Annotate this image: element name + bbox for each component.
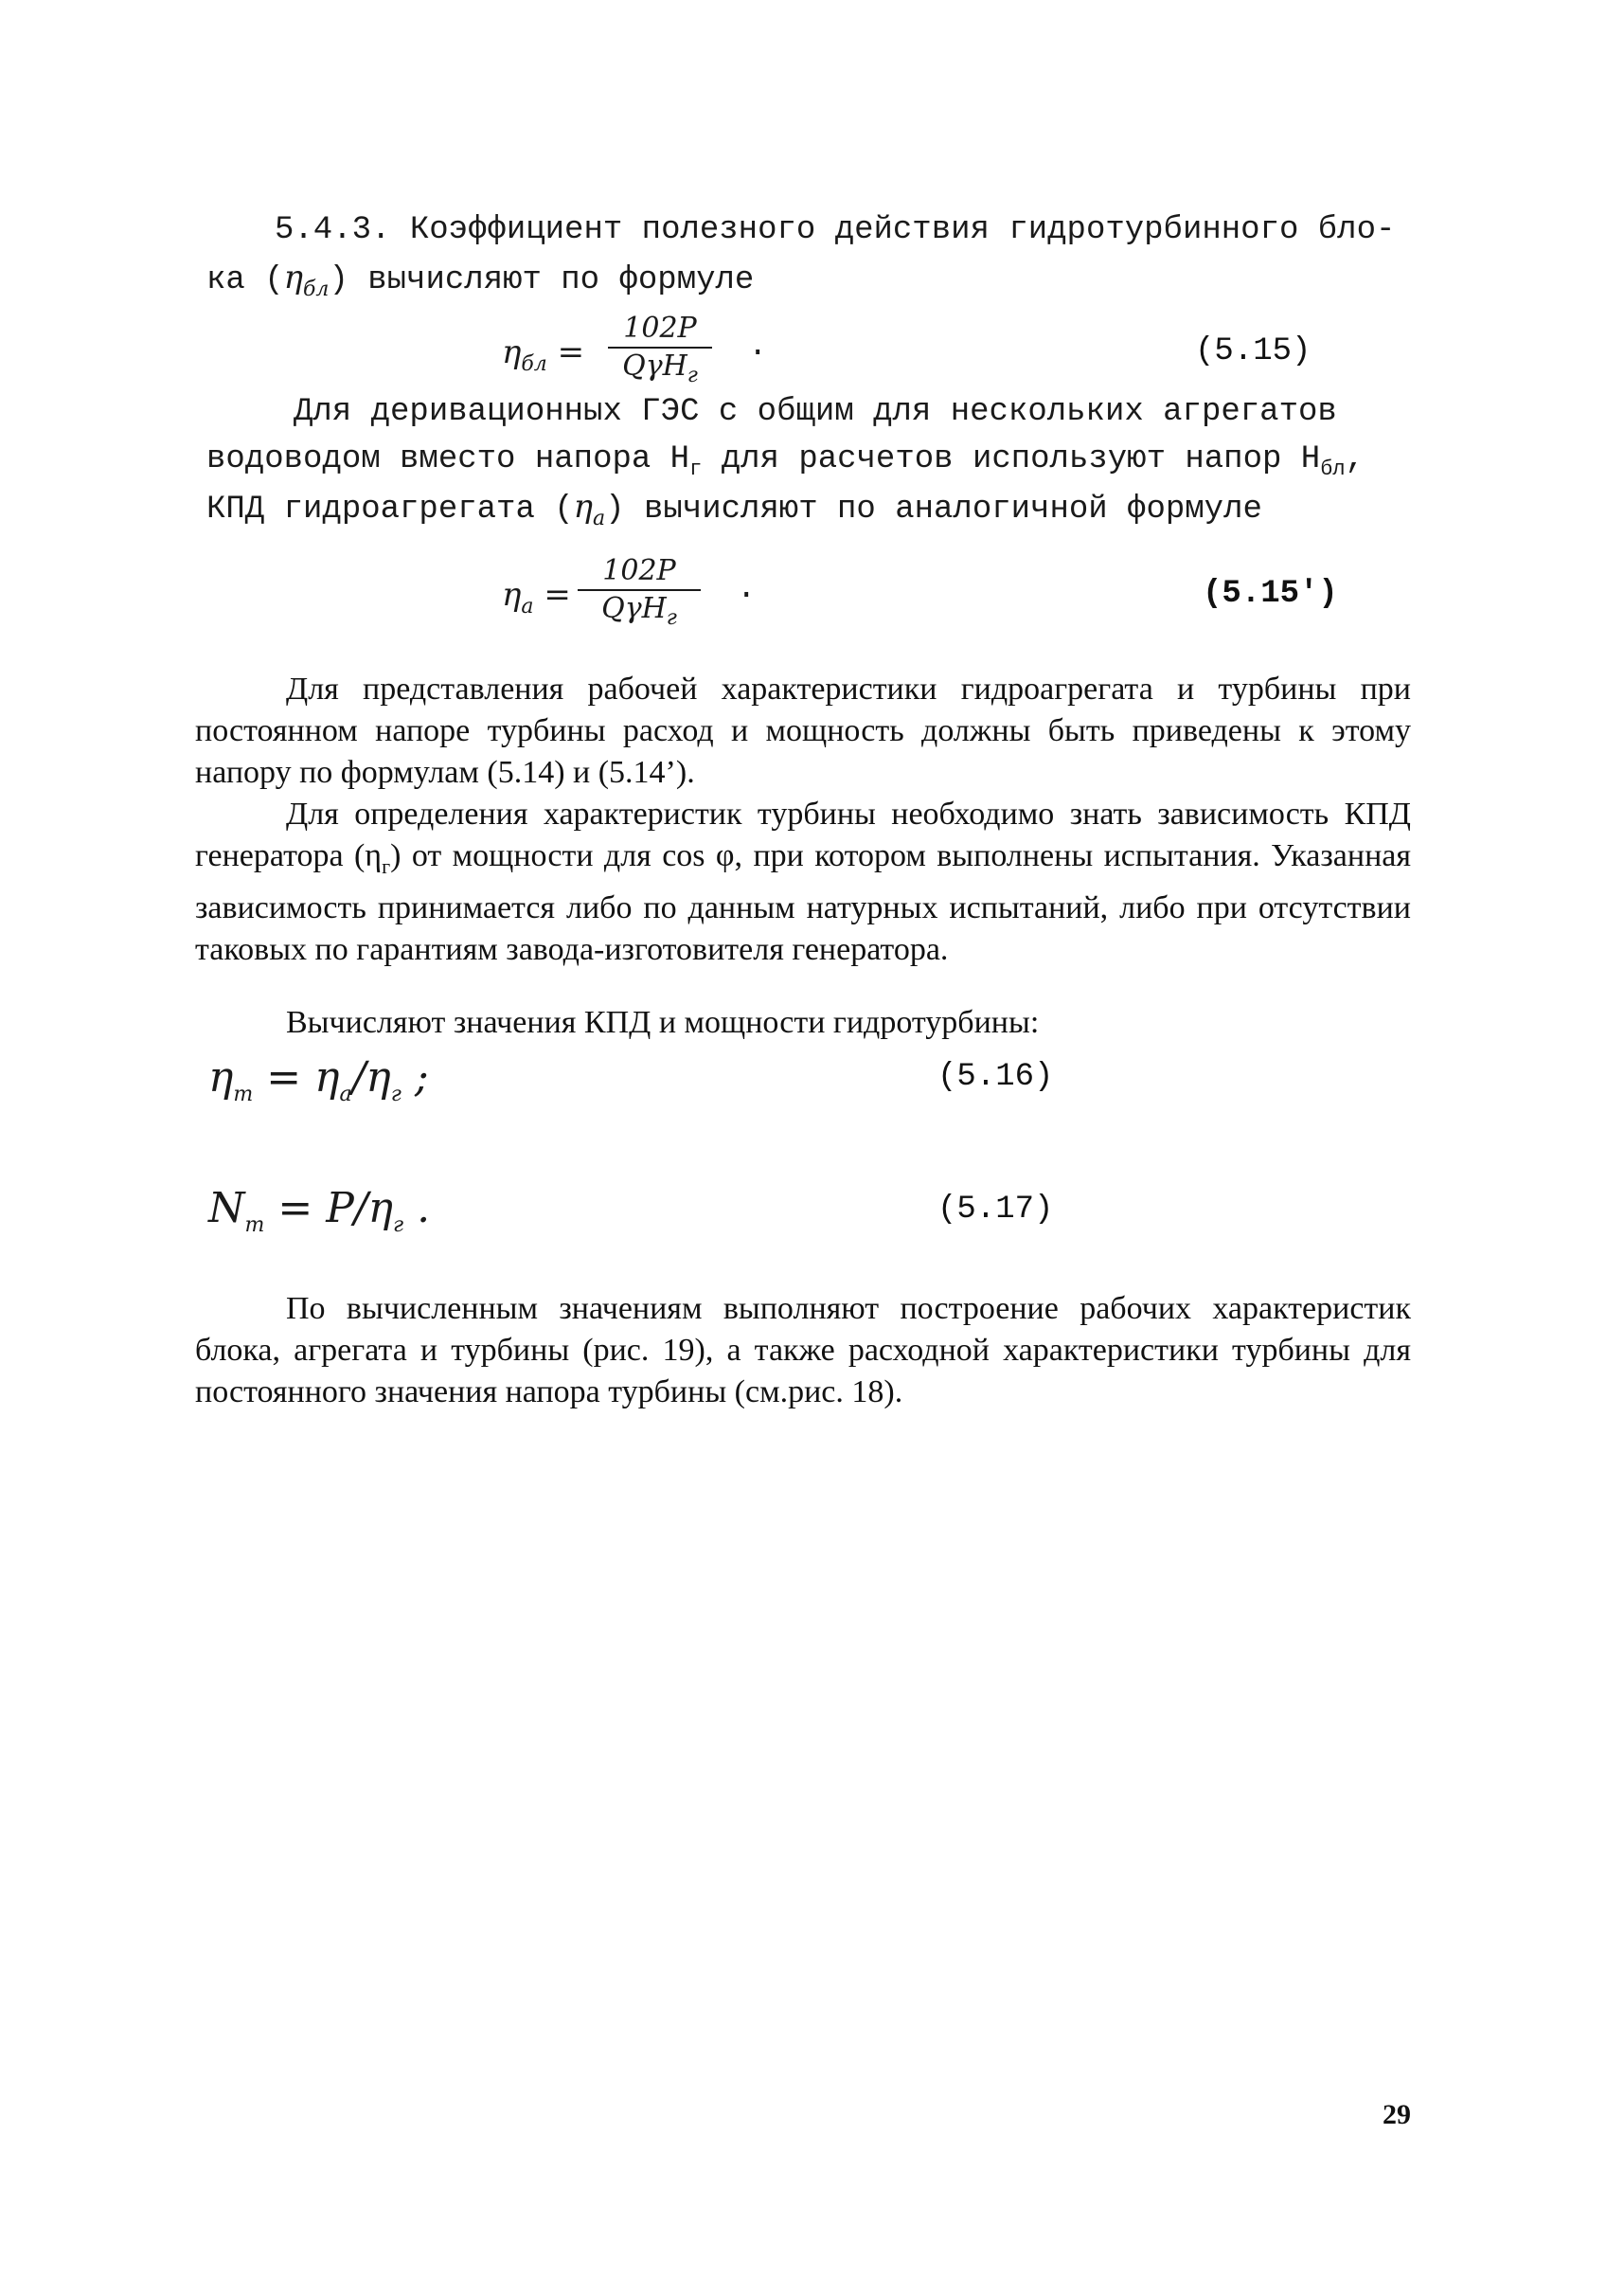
paragraph-characteristics — [195, 794, 1411, 971]
text: , — [1345, 441, 1365, 477]
eta-subscript: бл — [303, 277, 330, 301]
paragraph-representation: Для представления рабочей характеристики гидроагрегата и турбины при постоянном напоре турбины расход и мощность должны быть приведены к этому напору по формулам (5.14) и (5.14’). — [195, 672, 1411, 790]
numerator: 102P — [602, 554, 676, 587]
equation-5-15p-fraction — [578, 555, 701, 635]
denominator: QγH$_г$ — [601, 592, 677, 630]
equation-5-15-number: (5.15) — [1195, 333, 1312, 369]
text: для расчетов используют напор H — [702, 441, 1321, 477]
section-5-4-3-line2 — [206, 254, 1153, 314]
eta-subscript: a — [593, 506, 606, 530]
equation-5-15p-lhs — [502, 576, 571, 619]
equation-5-16-number: (5.16) — [937, 1059, 1054, 1095]
equation-5-15p-dot: · — [737, 578, 757, 614]
equation-5-17: $N_т = P/\eta_г$ . — [208, 1184, 431, 1237]
eta-symbol: η — [502, 333, 522, 371]
paragraph-compute: Вычисляют значения КПД и мощности гидротурбины: — [286, 1005, 1040, 1040]
text: ) вычисляют по формуле — [329, 262, 755, 298]
eta-symbol: η — [283, 259, 303, 296]
equals-sign: = — [544, 576, 571, 614]
eta-symbol: η — [502, 576, 522, 614]
equation-5-15p-number: (5.15') — [1203, 576, 1338, 612]
denominator: QγH$_г$ — [622, 350, 698, 387]
eta-subscript: бл — [521, 351, 547, 376]
text: КПД гидроагрегата ( — [206, 492, 574, 528]
text: ка ( — [206, 262, 284, 298]
page-number: 29 — [1383, 2099, 1411, 2130]
text: ) от мощности для cos φ, при котором выполнены испытания. Указанная зависимость принимается либо по данным натурных испытаний, либо при отсутствии таковых по гарантиям завода-изготовителя генератора. — [195, 838, 1411, 967]
text: ) вычисляют по аналогичной формуле — [605, 492, 1262, 528]
fraction-bar — [608, 347, 712, 349]
fraction-bar — [578, 589, 701, 591]
equation-5-15-dot: · — [748, 335, 768, 371]
equation-5-16: $\eta_т = \eta_a/\eta_г$ ; — [208, 1053, 429, 1106]
subscript: г — [382, 853, 391, 878]
text: Для определения характеристик турбины необходимо знать зависимость КПД генератора (η — [195, 797, 1411, 873]
subscript: бл — [1320, 457, 1346, 481]
derivation-line3 — [206, 483, 1343, 543]
text: водоводом вместо напора H — [206, 441, 690, 477]
equals-sign: = — [557, 333, 585, 371]
equation-5-17-number: (5.17) — [937, 1192, 1054, 1228]
equation-5-15-lhs — [502, 333, 584, 376]
eta-subscript: a — [521, 594, 534, 619]
equation-5-15-fraction — [608, 313, 712, 392]
section-5-4-3-line1: 5.4.3. Коэффициент полезного действия гидротурбинного бло- — [275, 212, 1396, 248]
numerator: 102P — [623, 312, 697, 345]
subscript: г — [689, 457, 703, 481]
derivation-line1: Для деривационных ГЭС с общим для нескольких агрегатов — [294, 394, 1337, 430]
paragraph-construction: По вычисленным значениям выполняют построение рабочих характеристик блока, агрегата и турбины (рис. 19), а также расходной характеристики турбины для постоянного значения напора турбины (см.рис. 18). — [195, 1291, 1411, 1409]
eta-symbol: η — [573, 488, 594, 526]
